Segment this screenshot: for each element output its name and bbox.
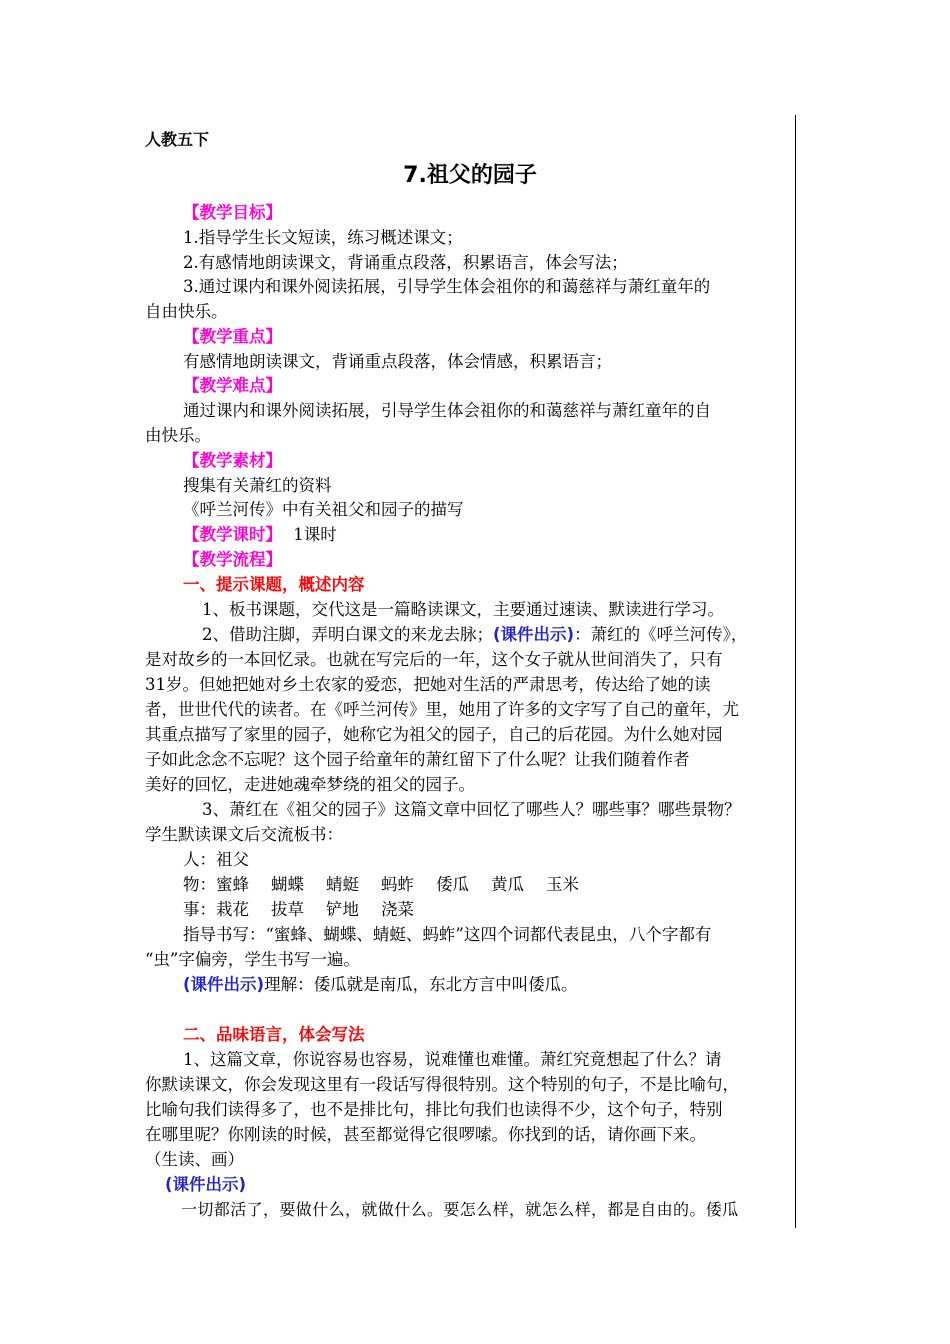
explain-text: 理解：倭瓜就是南瓜，东北方言中叫倭瓜。 [264, 975, 578, 994]
things-item: 蜻蜓 [326, 875, 359, 894]
page-border-line [795, 115, 796, 1228]
events-item: 栽花 [216, 900, 249, 919]
goals-heading: 【教学目标】 [183, 203, 282, 222]
section1-p3: 3、萧红在《祖父的园子》这篇文章中回忆了哪些人？哪些事？哪些景物？ [202, 800, 741, 819]
key-points-text: 有感情地朗读课文，背诵重点段落，体会情感，积累语言； [183, 352, 612, 371]
board-things-row [183, 872, 579, 897]
people-label: 人： [183, 850, 216, 869]
difficulties-line-1: 通过课内和课外阅读拓展，引导学生体会祖你的和蔼慈祥与萧红童年的自 [183, 401, 711, 420]
materials-item-2: 《呼兰河传》中有关祖父和园子的描写 [183, 500, 464, 519]
board-people-row [183, 847, 249, 872]
section2-p1-line-4: 在哪里呢？你刚读的时候，甚至都觉得它很啰嗦。你找到的话，请你画下来。 [145, 1125, 706, 1144]
people-item: 祖父 [216, 850, 249, 869]
things-item: 蜜蜂 [216, 875, 249, 894]
materials-item-1: 搜集有关萧红的资料 [183, 476, 332, 495]
goal-item-1: 1.指导学生长文短读，练习概述课文； [183, 228, 463, 247]
events-label: 事： [183, 900, 216, 919]
difficulties-heading: 【教学难点】 [183, 376, 282, 395]
events-item: 拔草 [271, 900, 304, 919]
section1-heading: 一、提示课题，概述内容 [183, 575, 365, 594]
section2-heading: 二、品味语言，体会写法 [183, 1025, 365, 1044]
hours-row [183, 522, 337, 547]
hours-heading: 【教学课时】 [183, 525, 282, 544]
section1-p2-line-4: 其重点描写了家里的园子，她称它为祖父的园子，自己的后花园。为什么她对园 [145, 725, 723, 744]
quoted-passage: 一切都活了，要做什么，就做什么。要怎么样，就怎么样，都是自由的。倭瓜 [181, 1200, 739, 1219]
goal-item-3: 3.通过课内和课外阅读拓展，引导学生体会祖你的和蔼慈祥与萧红童年的 [183, 277, 711, 296]
section1-p2-line-2: 31岁。但她把她对乡土农家的爱恋，把她对生活的严肃思考，传达给了她的读 [145, 675, 711, 694]
section1-p3-cont: 学生默读课文后交流板书： [145, 825, 343, 844]
courseware-label: (课件出示) [165, 1175, 247, 1194]
section1-p2-rest: ：萧红的《呼兰河传》， [574, 625, 748, 644]
section1-p2-line-1: 是对故乡的一本回忆录。也就在写完后的一年，这个女子就从世间消失了，只有 [145, 650, 723, 669]
events-item: 铲地 [326, 900, 359, 919]
page-title: 7.祖父的园子 [403, 163, 537, 188]
section1-p2-start: 2、借助注脚，弄明白课文的来龙去脉； [202, 625, 493, 644]
things-item: 黄瓜 [491, 875, 524, 894]
explain-row [183, 972, 578, 997]
things-label: 物： [183, 875, 216, 894]
section1-p2-line-5: 子如此念念不忘呢？这个园子给童年的萧红留下了什么呢？让我们随着作者 [145, 750, 690, 769]
section1-p2-first-line [202, 622, 747, 647]
difficulties-line-2: 由快乐。 [145, 426, 211, 445]
materials-heading: 【教学素材】 [183, 451, 282, 470]
section2-p1-line-1: 1、这篇文章，你说容易也容易，说难懂也难懂。萧红究竟想起了什么？请 [183, 1050, 722, 1069]
things-item: 蝴蝶 [271, 875, 304, 894]
section1-p1: 1、板书课题，交代这是一篇略读课文，主要通过速读、默读进行学习。 [202, 600, 724, 619]
things-item: 倭瓜 [436, 875, 469, 894]
section1-p2-line-3: 者，世世代代的读者。在《呼兰河传》里，她用了许多的文字写了自己的童年，尤 [145, 700, 739, 719]
section2-p1-line-5: （生读、画） [145, 1150, 244, 1169]
courseware-label: (课件出示) [493, 625, 575, 644]
board-events-row [183, 897, 414, 922]
things-item: 蚂蚱 [381, 875, 414, 894]
document-header: 人教五下 [145, 130, 210, 149]
section2-p1-line-3: 比喻句我们读得多了，也不是排比句，排比句我们也读得不少，这个句子，特别 [145, 1100, 723, 1119]
section2-p1-line-2: 你默读课文，你会发现这里有一段话写得很特别。这个特别的句子，不是比喻句， [145, 1075, 739, 1094]
writing-guide: 指导书写：“蜜蜂、蝴蝶、蜻蜓、蚂蚱”这四个词都代表昆虫，八个字都有 [183, 925, 712, 944]
flow-heading: 【教学流程】 [183, 550, 282, 569]
hours-value: 1课时 [293, 525, 337, 544]
events-item: 浇菜 [381, 900, 414, 919]
key-points-heading: 【教学重点】 [183, 327, 282, 346]
courseware-label: (课件出示) [183, 975, 265, 994]
goal-item-3-cont: 自由快乐。 [145, 302, 228, 321]
goal-item-2: 2.有感情地朗读课文，背诵重点段落，积累语言，体会写法； [183, 253, 628, 272]
section1-p2-line-6: 美好的回忆，走进她魂牵梦绕的祖父的园子。 [145, 775, 475, 794]
writing-guide-cont: “虫”字偏旁，学生书写一遍。 [145, 950, 360, 969]
things-item: 玉米 [546, 875, 579, 894]
